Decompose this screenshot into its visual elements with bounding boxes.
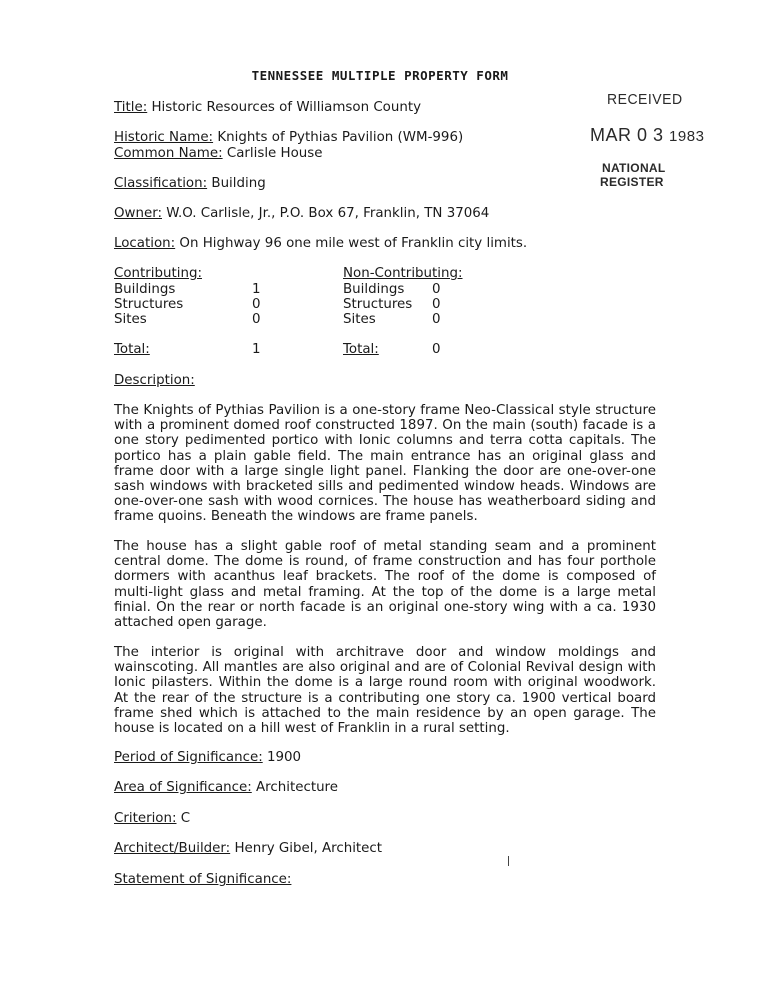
- historic-name-field: [114, 130, 463, 145]
- owner-field: [114, 206, 489, 221]
- criterion-field: [114, 811, 190, 826]
- location-label: Location:: [114, 236, 176, 251]
- period-value: 1900: [262, 750, 302, 765]
- area-value: Architecture: [251, 780, 339, 795]
- description-paragraph: The Knights of Pythias Pavilion is a one-story frame Neo-Classical style structure with a prominent domed roof constructed 1897. On the main (south) facade is a one story pedimented portico with Ionic columns and terra cotta capitals. The portico has a plain gable field. The main entrance has an original glass and frame door with a large single light panel. Flanking the door are one-over-one sash windows with bracketed sills and pedimented window heads. Windows are one-over-one sash with wood cornices. The house has weatherboard siding and frame quoins. Beneath the windows are frame panels.: [114, 403, 656, 525]
- total-label: Total:: [114, 342, 150, 357]
- stamp-date-day: MAR 0 3: [590, 125, 664, 145]
- stamp-date-year: 1983: [669, 128, 705, 145]
- period-label: Period of Significance:: [114, 750, 263, 765]
- contributing-count: 0: [252, 312, 261, 327]
- title-field: [114, 100, 421, 115]
- total-contributing: 1: [252, 342, 261, 357]
- common-name-field: [114, 146, 323, 161]
- statement-heading: Statement of Significance:: [114, 872, 292, 887]
- criterion-label: Criterion:: [114, 811, 177, 826]
- architect-field: [114, 841, 382, 856]
- area-label: Area of Significance:: [114, 780, 252, 795]
- description-heading: Description:: [114, 373, 195, 388]
- nc-row-label: Structures: [343, 297, 413, 312]
- historic-name-value: Knights of Pythias Pavilion (WM-996): [213, 130, 464, 145]
- contributing-header: Contributing:: [114, 266, 202, 281]
- location-value: On Highway 96 one mile west of Franklin city limits.: [175, 236, 528, 251]
- architect-value: Henry Gibel, Architect: [230, 841, 383, 856]
- nc-row-label: Buildings: [343, 282, 405, 297]
- classification-field: [114, 176, 266, 191]
- owner-value: W.O. Carlisle, Jr., P.O. Box 67, Franklin, TN 37064: [162, 206, 490, 221]
- nc-row-label: Sites: [343, 312, 376, 327]
- stamp-received: RECEIVED: [607, 90, 683, 108]
- title-value: Historic Resources of Williamson County: [147, 100, 422, 115]
- architect-label: Architect/Builder:: [114, 841, 231, 856]
- stamp-register: REGISTER: [600, 175, 664, 189]
- row-label: Buildings: [114, 282, 176, 297]
- stamp-date: [590, 125, 705, 145]
- row-label: Structures: [114, 297, 184, 312]
- classification-value: Building: [207, 176, 266, 191]
- nc-total-label: Total:: [343, 342, 379, 357]
- scan-mark: [508, 856, 509, 866]
- non-contributing-count: 0: [432, 297, 441, 312]
- title-label: Title:: [114, 100, 148, 115]
- historic-name-label: Historic Name:: [114, 130, 214, 145]
- description-paragraph: The interior is original with architrave door and window moldings and wainscoting. All mantles are also original and are of Colonial Revival design with Ionic pilasters. Within the dome is a large round room with original woodwork. At the rear of the structure is a contributing one story ca. 1900 vertical board frame shed which is attached to the main residence by an open garage. The house is located on a hill west of Franklin in a rural setting.: [114, 645, 656, 737]
- contributing-count: 1: [252, 282, 261, 297]
- contributing-count: 0: [252, 297, 261, 312]
- non-contributing-header: Non-Contributing:: [343, 266, 463, 281]
- location-field: [114, 236, 527, 251]
- description-paragraph: The house has a slight gable roof of metal standing seam and a prominent central dome. The dome is round, of frame construction and has four porthole dormers with acanthus leaf brackets. The roof of the dome is composed of multi-light glass and metal framing. At the top of the dome is a large metal finial. On the rear or north facade is an original one-story wing with a ca. 1930 attached open garage.: [114, 539, 656, 631]
- classification-label: Classification:: [114, 176, 208, 191]
- stamp-national: NATIONAL: [602, 161, 666, 175]
- non-contributing-count: 0: [432, 312, 441, 327]
- row-label: Sites: [114, 312, 147, 327]
- common-name-label: Common Name:: [114, 146, 223, 161]
- period-field: [114, 750, 301, 765]
- owner-label: Owner:: [114, 206, 162, 221]
- common-name-value: Carlisle House: [222, 146, 323, 161]
- total-non-contributing: 0: [432, 342, 441, 357]
- form-title: TENNESSEE MULTIPLE PROPERTY FORM: [251, 68, 509, 83]
- area-field: [114, 780, 338, 795]
- non-contributing-count: 0: [432, 282, 441, 297]
- criterion-value: C: [176, 811, 191, 826]
